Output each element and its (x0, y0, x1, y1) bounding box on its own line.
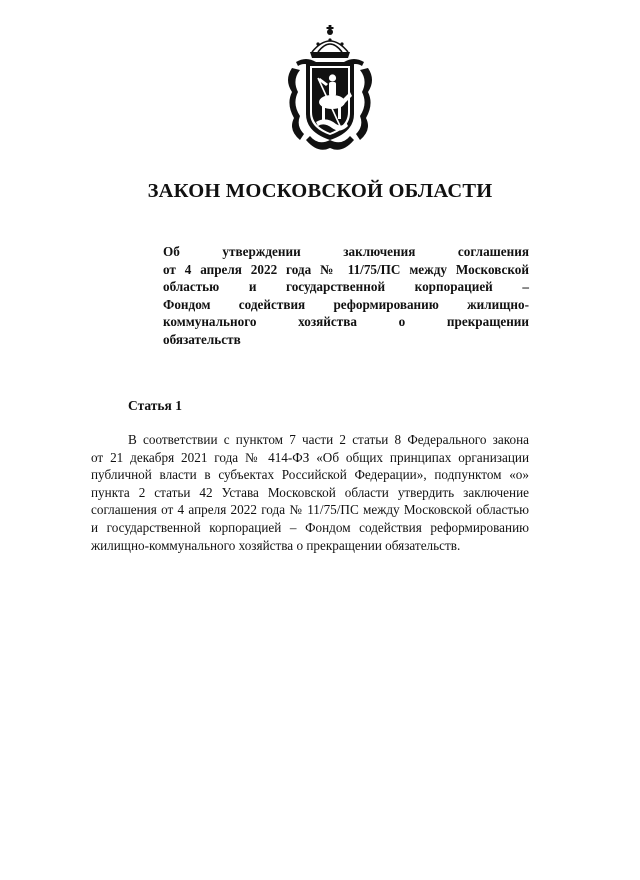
subject-line: областью и государственной корпорацией – (163, 279, 529, 295)
article-line: В соответствии с пунктом 7 части 2 статьи 8 Федерального закона (128, 432, 529, 447)
article-line: соглашения от 4 апреля 2022 года № 11/75/ПС между Московской областью (91, 502, 529, 518)
subject-line: от 4 апреля 2022 года № 11/75/ПС между Московской (163, 261, 529, 277)
subject-line: коммунального хозяйства о прекращении (163, 314, 529, 330)
article-line: от 21 декабря 2021 года № 414-ФЗ «Об общих принципах организации (91, 449, 529, 465)
coat-of-arms-icon (282, 22, 378, 156)
article-heading: Статья 1 (128, 398, 182, 413)
law-subject (163, 243, 529, 349)
article-line: публичной власти в субъектах Российской Федерации», подпунктом «о» (91, 467, 529, 483)
subject-line: Об утверждении заключения соглашения (163, 244, 529, 259)
article-line: и государственной корпорацией – Фондом содействия реформированию (91, 519, 529, 535)
subject-line: обязательств (163, 331, 241, 347)
article-body (91, 431, 529, 554)
article-line: жилищно-коммунального хозяйства о прекращении обязательств. (91, 537, 461, 553)
law-title: ЗАКОН МОСКОВСКОЙ ОБЛАСТИ (147, 180, 493, 202)
subject-line: Фондом содействия реформированию жилищно- (163, 296, 529, 312)
article-line: пункта 2 статьи 42 Устава Московской области утвердить заключение (91, 484, 529, 500)
